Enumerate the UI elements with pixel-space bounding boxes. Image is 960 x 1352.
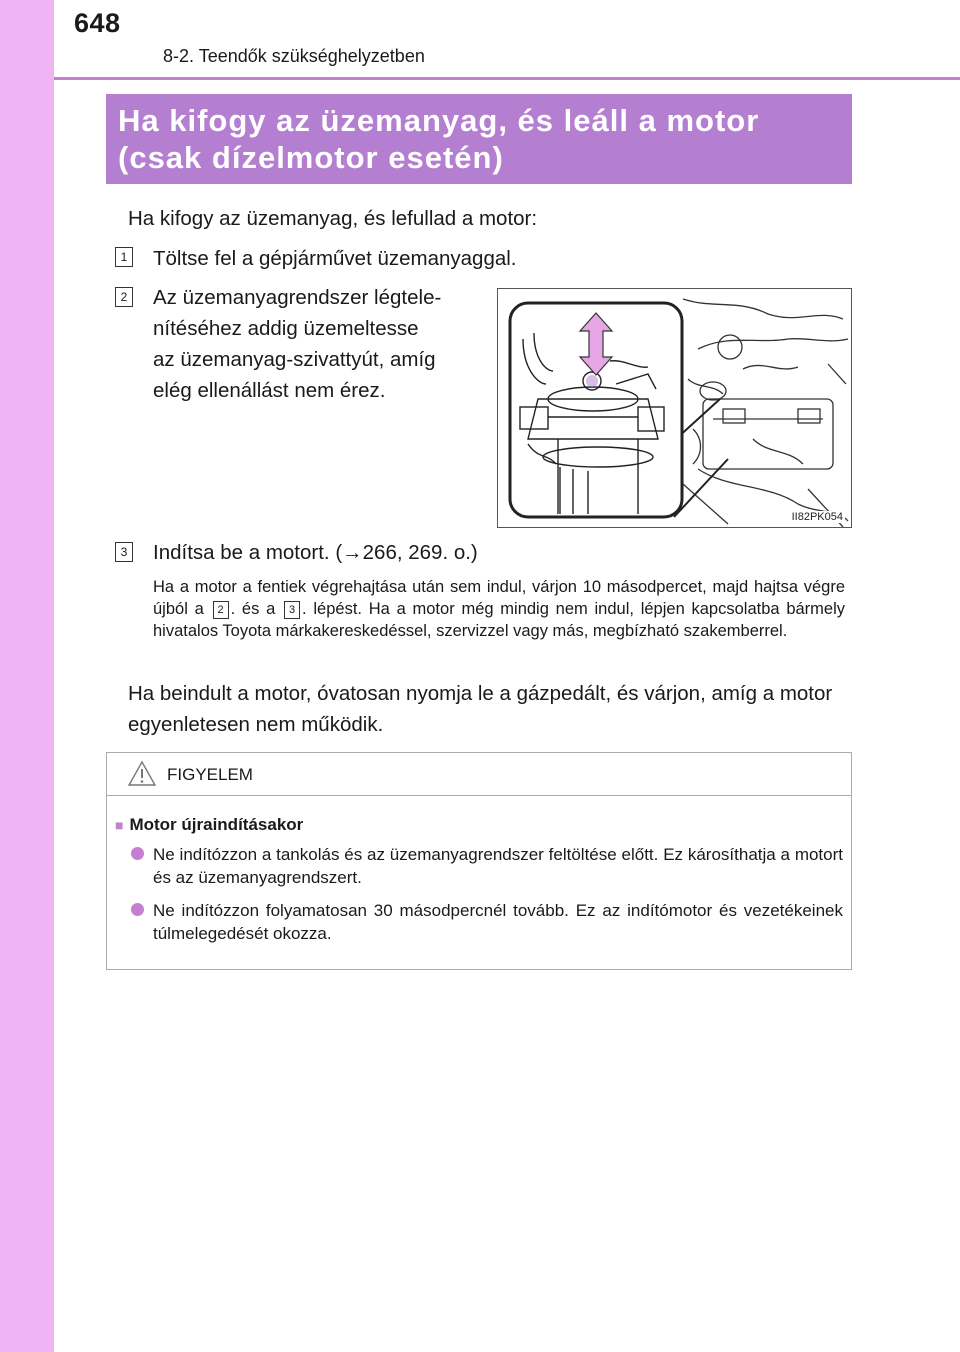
bullet-dot-icon — [131, 903, 144, 916]
step-2-line: nítéséhez addig üzemeltesse — [153, 317, 419, 340]
figure-code: II82PK054 — [791, 511, 843, 523]
caution-bullet — [131, 899, 843, 945]
step-number-3: 3 — [115, 542, 133, 562]
side-band — [0, 0, 54, 1352]
caution-bullet-text: Ne indítózzon a tankolás és az üzemanyagrendszer feltöltése előtt. Ez károsíthatja a motort és az üzemanyagrendszert. — [153, 845, 843, 887]
caution-subheading — [115, 815, 303, 835]
caution-box — [106, 752, 852, 970]
caution-bullet — [131, 843, 843, 889]
step-2-line: az üzemanyag-szivattyút, amíg — [153, 348, 436, 371]
section-title-line1: Ha kifogy az üzemanyag, és leáll a motor — [118, 103, 760, 138]
step-2-line: elég ellenállást nem érez. — [153, 379, 386, 402]
note-part3: . lépést. Ha a motor még mindig nem indul, lépjen kapcsolatba bármely hivatalos Toyota márkakereskedéssel, szervizzel vagy más, megbízható szakemberrel. — [153, 600, 845, 640]
caution-bullet-text: Ne indítózzon folyamatosan 30 másodpercnél tovább. Ez az indítómotor és vezetékeinek túlmelegedését okozza. — [153, 901, 843, 943]
header-rule — [54, 77, 960, 80]
caution-header — [107, 753, 851, 796]
caution-subheading-text: Motor újraindításakor — [129, 815, 304, 834]
warning-triangle-icon — [127, 760, 157, 787]
page-number: 648 — [74, 8, 121, 38]
step-text-1: Töltse fel a gépjárművet üzemanyaggal. — [153, 247, 517, 270]
step-ref-3: 3 — [284, 601, 300, 619]
section-title — [106, 94, 852, 184]
section-title-line2: (csak dízelmotor esetén) — [118, 140, 504, 175]
caution-title: FIGYELEM — [167, 765, 253, 784]
step-text-2 — [153, 282, 475, 406]
note-part1: Ha a motor a fentiek végrehajtása után sem indul, várjon 10 másodpercet, majd hajtsa végre újból a — [153, 578, 845, 618]
chapter-title: 8-2. Teendők szükséghelyzetben — [163, 46, 425, 66]
step-ref-2: 2 — [213, 601, 229, 619]
note-part2: . és a — [230, 600, 276, 618]
step-number-2: 2 — [115, 287, 133, 307]
step-2-line: Az üzemanyagrendszer légtele- — [153, 286, 442, 309]
step-number-1: 1 — [115, 247, 133, 267]
bullet-dot-icon — [131, 847, 144, 860]
after-start-text: Ha beindult a motor, óvatosan nyomja le a gázpedált, és várjon, amíg a motor egyenletesen nem működik. — [128, 682, 833, 736]
square-bullet-icon: ■ — [115, 817, 124, 833]
step-text-3: Indítsa be a motort. (→266, 269. o.) — [153, 541, 478, 564]
fuel-filter-figure — [497, 288, 852, 528]
retry-note — [153, 576, 845, 642]
engine-bay-illustration — [498, 289, 852, 528]
intro-text: Ha kifogy az üzemanyag, és lefullad a motor: — [128, 207, 538, 230]
